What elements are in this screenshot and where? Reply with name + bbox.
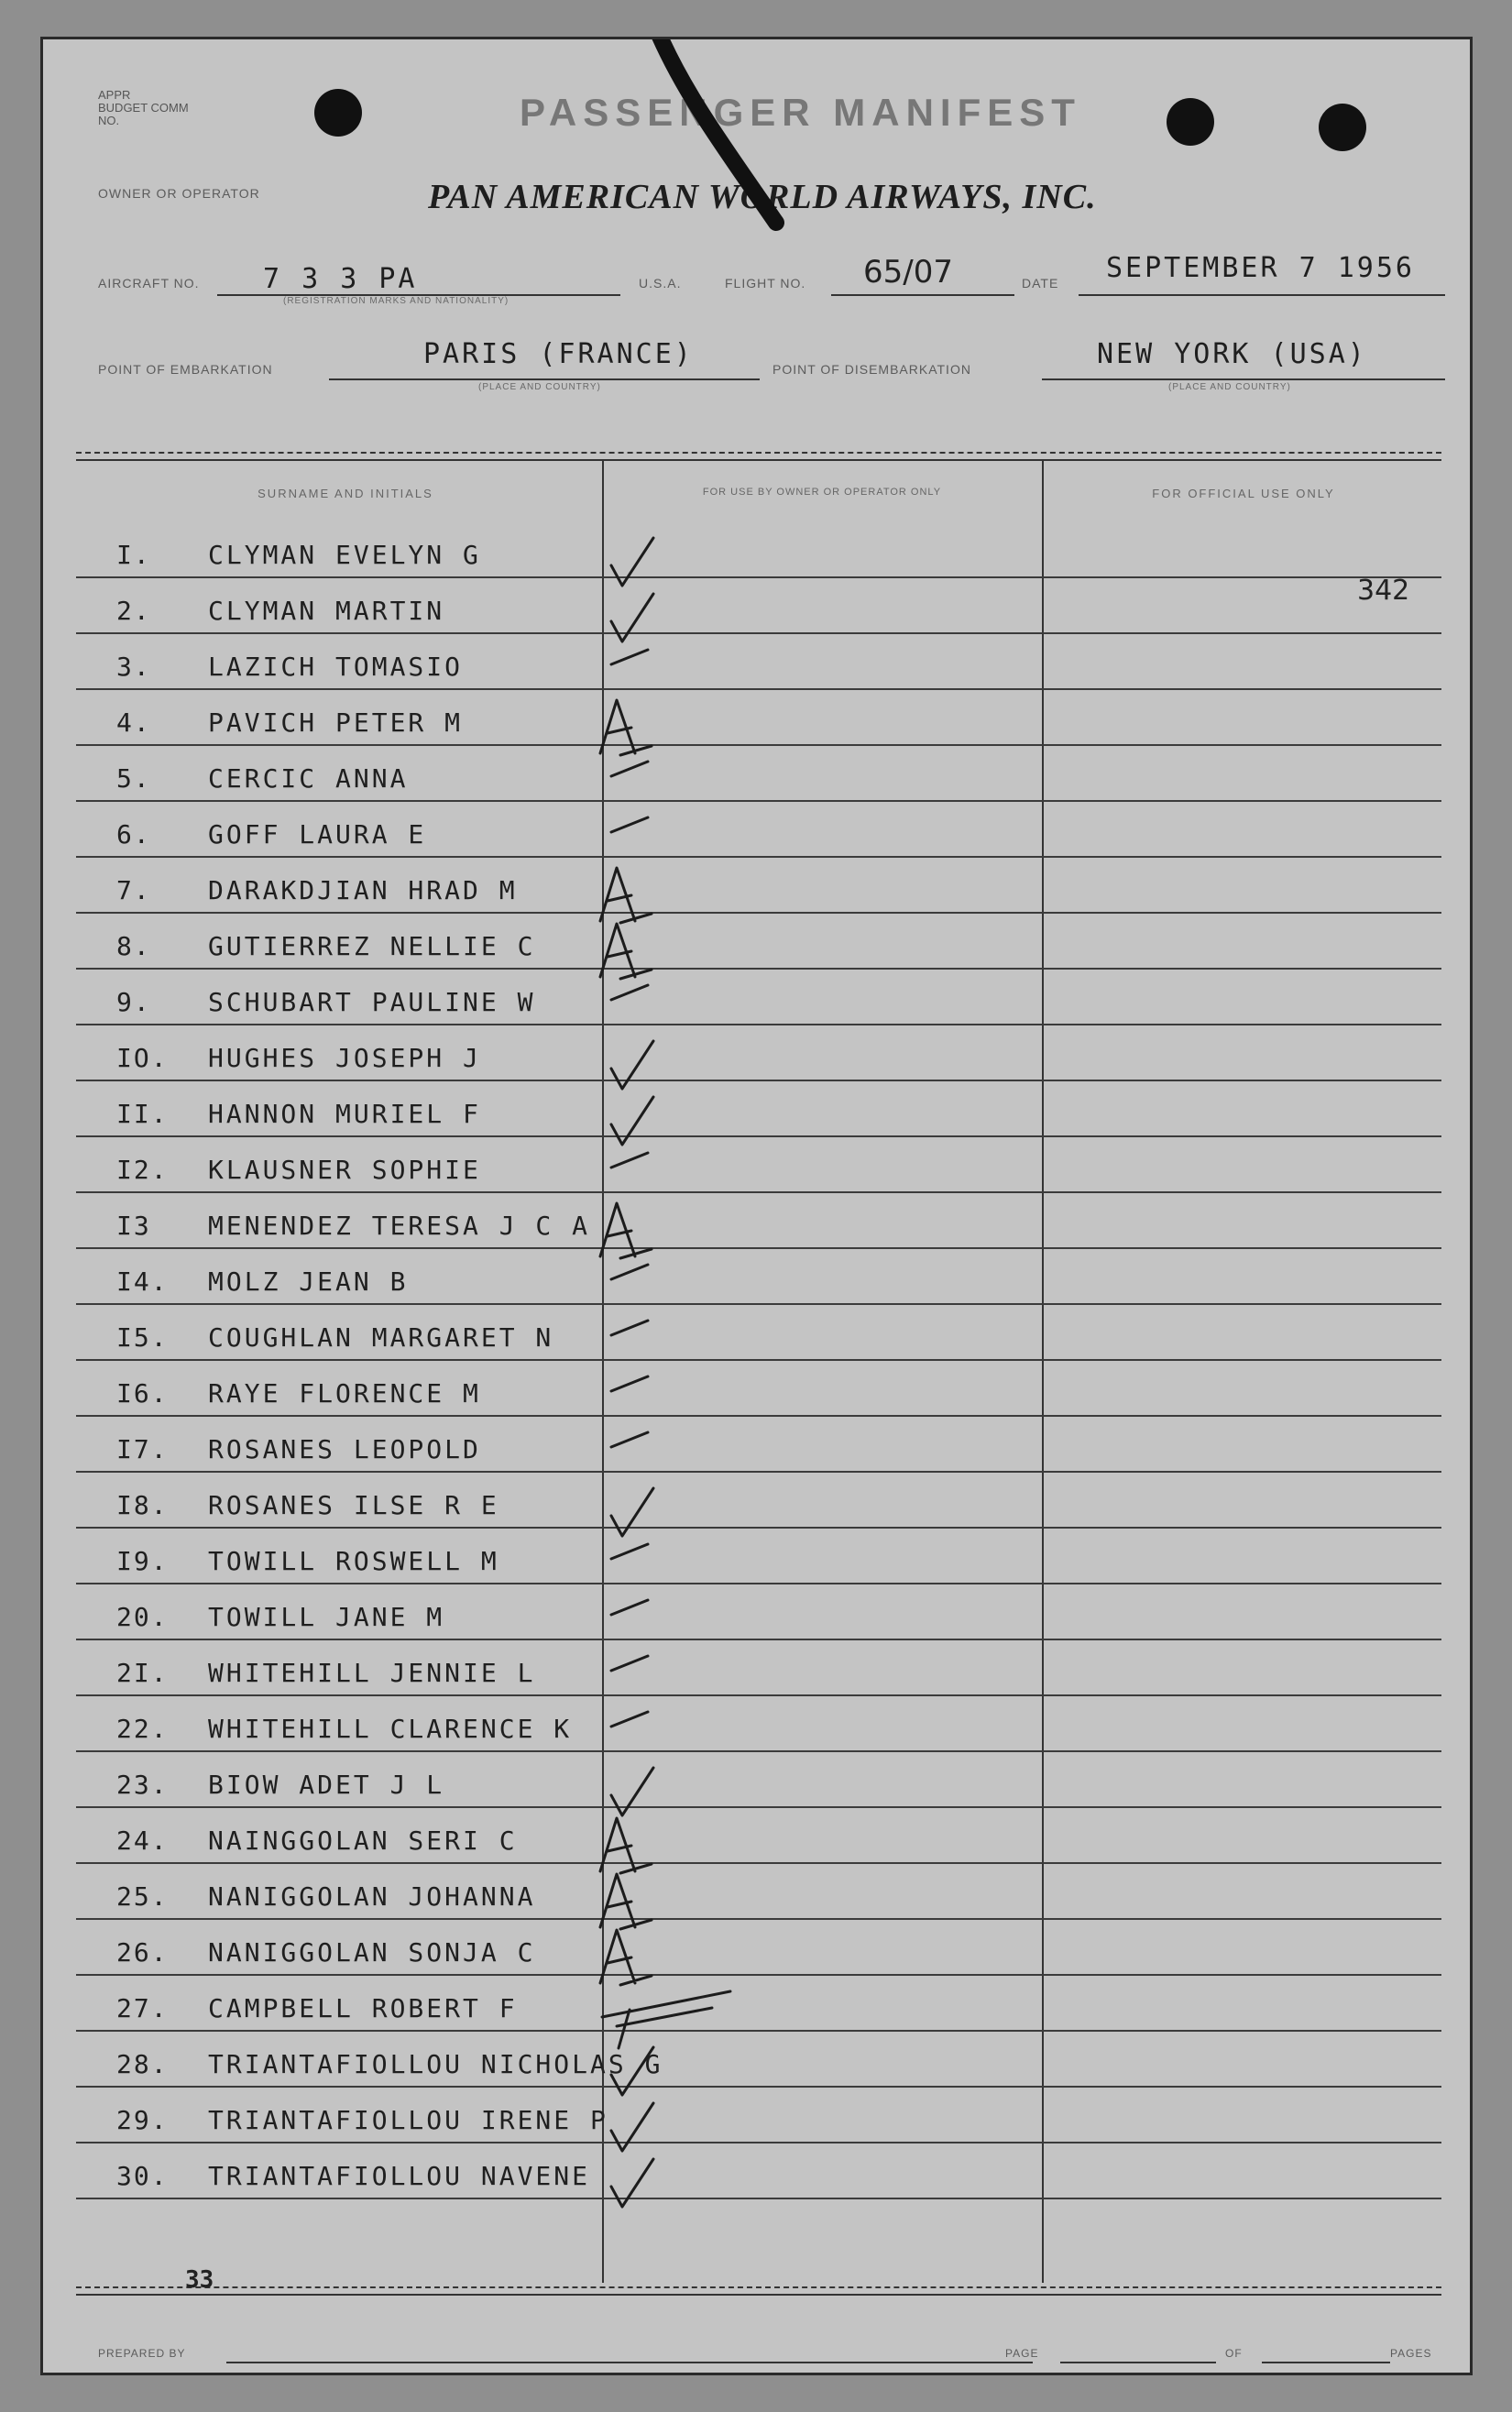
handwritten-mark-dash bbox=[611, 1712, 648, 1727]
punch-hole-left bbox=[314, 89, 362, 137]
handwritten-mark-check bbox=[611, 538, 653, 586]
handwritten-mark-dash bbox=[611, 817, 648, 832]
stamp-line: NO. bbox=[98, 114, 120, 127]
row-rule bbox=[76, 744, 1441, 746]
passenger-number: I9. bbox=[116, 1546, 169, 1576]
approval-stamp bbox=[98, 89, 189, 127]
passenger-number: 4. bbox=[116, 707, 151, 738]
passenger-name: TRIANTAFIOLLOU IRENE P bbox=[208, 2105, 608, 2135]
of-label: OF bbox=[1225, 2347, 1243, 2360]
row-rule bbox=[76, 912, 1441, 914]
handwritten-mark-a bbox=[600, 868, 652, 923]
passenger-name: DARAKDJIAN HRAD M bbox=[208, 875, 518, 905]
handwritten-mark-check bbox=[611, 594, 653, 641]
row-rule bbox=[76, 2086, 1441, 2088]
disembark-underline bbox=[1042, 378, 1445, 380]
passenger-number: 25. bbox=[116, 1881, 169, 1912]
row-rule bbox=[76, 632, 1441, 634]
column-header-name: SURNAME AND INITIALS bbox=[257, 487, 433, 500]
passenger-number: 20. bbox=[116, 1602, 169, 1632]
handwritten-mark-dash bbox=[611, 1376, 648, 1391]
pages-label: PAGES bbox=[1390, 2347, 1432, 2360]
passenger-name: HUGHES JOSEPH J bbox=[208, 1043, 481, 1073]
passenger-number: 8. bbox=[116, 931, 151, 961]
passenger-name: MOLZ JEAN B bbox=[208, 1266, 409, 1297]
passenger-number: I5. bbox=[116, 1322, 169, 1353]
passenger-number: I3 bbox=[116, 1211, 151, 1241]
embark-underline bbox=[329, 378, 760, 380]
passenger-number: 22. bbox=[116, 1714, 169, 1744]
handwritten-mark-check bbox=[611, 1768, 653, 1815]
row-rule bbox=[76, 1974, 1441, 1976]
passenger-number: 29. bbox=[116, 2105, 169, 2135]
handwritten-mark-dash bbox=[611, 1153, 648, 1168]
passenger-name: ROSANES ILSE R E bbox=[208, 1490, 499, 1520]
passenger-number: I. bbox=[116, 540, 151, 570]
flight-underline bbox=[831, 294, 1014, 296]
of-line bbox=[1262, 2362, 1390, 2363]
passenger-number: IO. bbox=[116, 1043, 169, 1073]
date-underline bbox=[1079, 294, 1445, 296]
table-bottom-rule-2 bbox=[76, 2294, 1441, 2296]
disembark-label: POINT OF DISEMBARKATION bbox=[772, 362, 971, 377]
manifest-sheet bbox=[40, 37, 1473, 2375]
handwritten-mark-dash bbox=[611, 762, 648, 776]
handwritten-mark-check bbox=[611, 1041, 653, 1089]
passenger-name: NAINGGOLAN SERI C bbox=[208, 1825, 518, 1856]
owner-label: OWNER OR OPERATOR bbox=[98, 186, 260, 201]
row-rule bbox=[76, 2142, 1441, 2143]
row-rule bbox=[76, 856, 1441, 858]
passenger-number: I8. bbox=[116, 1490, 169, 1520]
passenger-number: 6. bbox=[116, 819, 151, 850]
row-rule bbox=[76, 1750, 1441, 1752]
disembark-sublabel: (PLACE AND COUNTRY) bbox=[1168, 382, 1291, 392]
row-rule bbox=[76, 1135, 1441, 1137]
passenger-number: 30. bbox=[116, 2161, 169, 2191]
passenger-number: 2. bbox=[116, 596, 151, 626]
row-rule bbox=[76, 688, 1441, 690]
passenger-number: II. bbox=[116, 1099, 169, 1129]
table-top-rule bbox=[76, 452, 1441, 454]
row-rule bbox=[76, 968, 1441, 970]
passenger-number: 26. bbox=[116, 1937, 169, 1968]
passenger-name: CLYMAN EVELYN G bbox=[208, 540, 481, 570]
handwritten-mark-dash bbox=[611, 1321, 648, 1335]
row-rule bbox=[76, 2030, 1441, 2032]
passenger-name: GOFF LAURA E bbox=[208, 819, 427, 850]
passenger-name: CAMPBELL ROBERT F bbox=[208, 1993, 518, 2023]
passenger-number: I7. bbox=[116, 1434, 169, 1464]
row-rule bbox=[76, 2198, 1441, 2199]
aircraft-sublabel: (REGISTRATION MARKS AND NATIONALITY) bbox=[283, 296, 509, 306]
page-line bbox=[1060, 2362, 1216, 2363]
row-rule bbox=[76, 1080, 1441, 1081]
flight-value: 65/07 bbox=[863, 254, 953, 291]
passenger-number: I6. bbox=[116, 1378, 169, 1409]
handwritten-mark-a bbox=[600, 1930, 652, 1985]
official-annotation: 342 bbox=[1357, 575, 1410, 607]
table-top-rule-2 bbox=[76, 459, 1441, 461]
row-rule bbox=[76, 1359, 1441, 1361]
row-rule bbox=[76, 576, 1441, 578]
handwritten-total: 33 bbox=[185, 2266, 214, 2294]
row-rule bbox=[76, 1191, 1441, 1193]
row-rule bbox=[76, 1862, 1441, 1864]
handwritten-mark-dash bbox=[611, 1656, 648, 1671]
handwritten-mark-dash bbox=[611, 1432, 648, 1447]
owner-value: PAN AMERICAN WORLD AIRWAYS, INC. bbox=[428, 178, 1097, 216]
passenger-number: 24. bbox=[116, 1825, 169, 1856]
usa-label: U.S.A. bbox=[639, 276, 682, 291]
row-rule bbox=[76, 1694, 1441, 1696]
passenger-name: CERCIC ANNA bbox=[208, 763, 409, 794]
handwritten-mark-dash bbox=[611, 1544, 648, 1559]
passenger-name: BIOW ADET J L bbox=[208, 1770, 445, 1800]
handwritten-mark-f bbox=[602, 1991, 730, 2048]
flight-label: FLIGHT NO. bbox=[725, 276, 806, 291]
passenger-name: RAYE FLORENCE M bbox=[208, 1378, 481, 1409]
column-header-official-use: FOR OFFICIAL USE ONLY bbox=[1152, 487, 1335, 500]
handwritten-mark-a bbox=[600, 1818, 652, 1873]
passenger-name: PAVICH PETER M bbox=[208, 707, 464, 738]
passenger-number: 9. bbox=[116, 987, 151, 1017]
passenger-name: TRIANTAFIOLLOU NAVENE bbox=[208, 2161, 591, 2191]
passenger-name: CLYMAN MARTIN bbox=[208, 596, 445, 626]
handwritten-mark-check bbox=[611, 2159, 653, 2207]
passenger-name: WHITEHILL CLARENCE K bbox=[208, 1714, 573, 1744]
handwritten-mark-a bbox=[600, 1874, 652, 1929]
form-title: PASSENGER MANIFEST bbox=[520, 91, 1081, 134]
date-label: DATE bbox=[1022, 276, 1059, 291]
column-header-owner-use: FOR USE BY OWNER OR OPERATOR ONLY bbox=[702, 487, 942, 498]
handwritten-mark-dash bbox=[611, 1265, 648, 1279]
punch-hole-right-2 bbox=[1319, 104, 1366, 151]
passenger-number: I2. bbox=[116, 1155, 169, 1185]
passenger-name: ROSANES LEOPOLD bbox=[208, 1434, 481, 1464]
handwritten-mark-check bbox=[611, 1488, 653, 1536]
handwritten-mark-a bbox=[600, 1203, 652, 1258]
passenger-number: I4. bbox=[116, 1266, 169, 1297]
column-divider-2 bbox=[1042, 459, 1044, 2283]
row-rule bbox=[76, 1806, 1441, 1808]
passenger-name: NANIGGOLAN JOHANNA bbox=[208, 1881, 536, 1912]
row-rule bbox=[76, 1527, 1441, 1529]
passenger-name: NANIGGOLAN SONJA C bbox=[208, 1937, 536, 1968]
passenger-name: KLAUSNER SOPHIE bbox=[208, 1155, 481, 1185]
row-rule bbox=[76, 1918, 1441, 1920]
passenger-number: 28. bbox=[116, 2049, 169, 2079]
handwritten-mark-check bbox=[611, 1097, 653, 1145]
prepared-by-line bbox=[226, 2362, 1033, 2363]
handwritten-mark-dash bbox=[611, 1600, 648, 1615]
row-rule bbox=[76, 1583, 1441, 1584]
handwritten-mark-a bbox=[600, 700, 652, 755]
embark-sublabel: (PLACE AND COUNTRY) bbox=[478, 382, 601, 392]
passenger-name: TOWILL ROSWELL M bbox=[208, 1546, 499, 1576]
passenger-number: 23. bbox=[116, 1770, 169, 1800]
punch-hole-right-1 bbox=[1167, 98, 1214, 146]
aircraft-label: AIRCRAFT NO. bbox=[98, 276, 200, 291]
page-label: PAGE bbox=[1005, 2347, 1039, 2360]
passenger-name: LAZICH TOMASIO bbox=[208, 652, 464, 682]
passenger-number: 27. bbox=[116, 1993, 169, 2023]
handwritten-mark-a bbox=[600, 924, 652, 979]
disembark-value: NEW YORK (USA) bbox=[1097, 338, 1367, 370]
handwritten-mark-dash bbox=[611, 650, 648, 664]
handwritten-mark-dash bbox=[611, 985, 648, 1000]
passenger-number: 5. bbox=[116, 763, 151, 794]
stamp-line: APPR bbox=[98, 88, 131, 102]
passenger-name: TRIANTAFIOLLOU NICHOLAS G bbox=[208, 2049, 663, 2079]
embark-label: POINT OF EMBARKATION bbox=[98, 362, 273, 377]
row-rule bbox=[76, 800, 1441, 802]
passenger-name: SCHUBART PAULINE W bbox=[208, 987, 536, 1017]
passenger-name: COUGHLAN MARGARET N bbox=[208, 1322, 554, 1353]
date-value: SEPTEMBER 7 1956 bbox=[1106, 252, 1415, 284]
row-rule bbox=[76, 1303, 1441, 1305]
passenger-number: 7. bbox=[116, 875, 151, 905]
prepared-by-label: PREPARED BY bbox=[98, 2347, 186, 2360]
table-bottom-rule bbox=[76, 2286, 1441, 2288]
passenger-name: GUTIERREZ NELLIE C bbox=[208, 931, 536, 961]
row-rule bbox=[76, 1639, 1441, 1640]
passenger-number: 2I. bbox=[116, 1658, 169, 1688]
passenger-name: TOWILL JANE M bbox=[208, 1602, 445, 1632]
row-rule bbox=[76, 1471, 1441, 1473]
column-divider-1 bbox=[602, 459, 604, 2283]
aircraft-value: 7 3 3 PA bbox=[263, 263, 418, 295]
embark-value: PARIS (FRANCE) bbox=[423, 338, 694, 370]
passenger-name: HANNON MURIEL F bbox=[208, 1099, 481, 1129]
stamp-line: BUDGET COMM bbox=[98, 101, 189, 115]
passenger-number: 3. bbox=[116, 652, 151, 682]
passenger-name: MENENDEZ TERESA J C A bbox=[208, 1211, 591, 1241]
passenger-name: WHITEHILL JENNIE L bbox=[208, 1658, 536, 1688]
row-rule bbox=[76, 1247, 1441, 1249]
row-rule bbox=[76, 1024, 1441, 1025]
row-rule bbox=[76, 1415, 1441, 1417]
handwritten-mark-check bbox=[611, 2103, 653, 2151]
